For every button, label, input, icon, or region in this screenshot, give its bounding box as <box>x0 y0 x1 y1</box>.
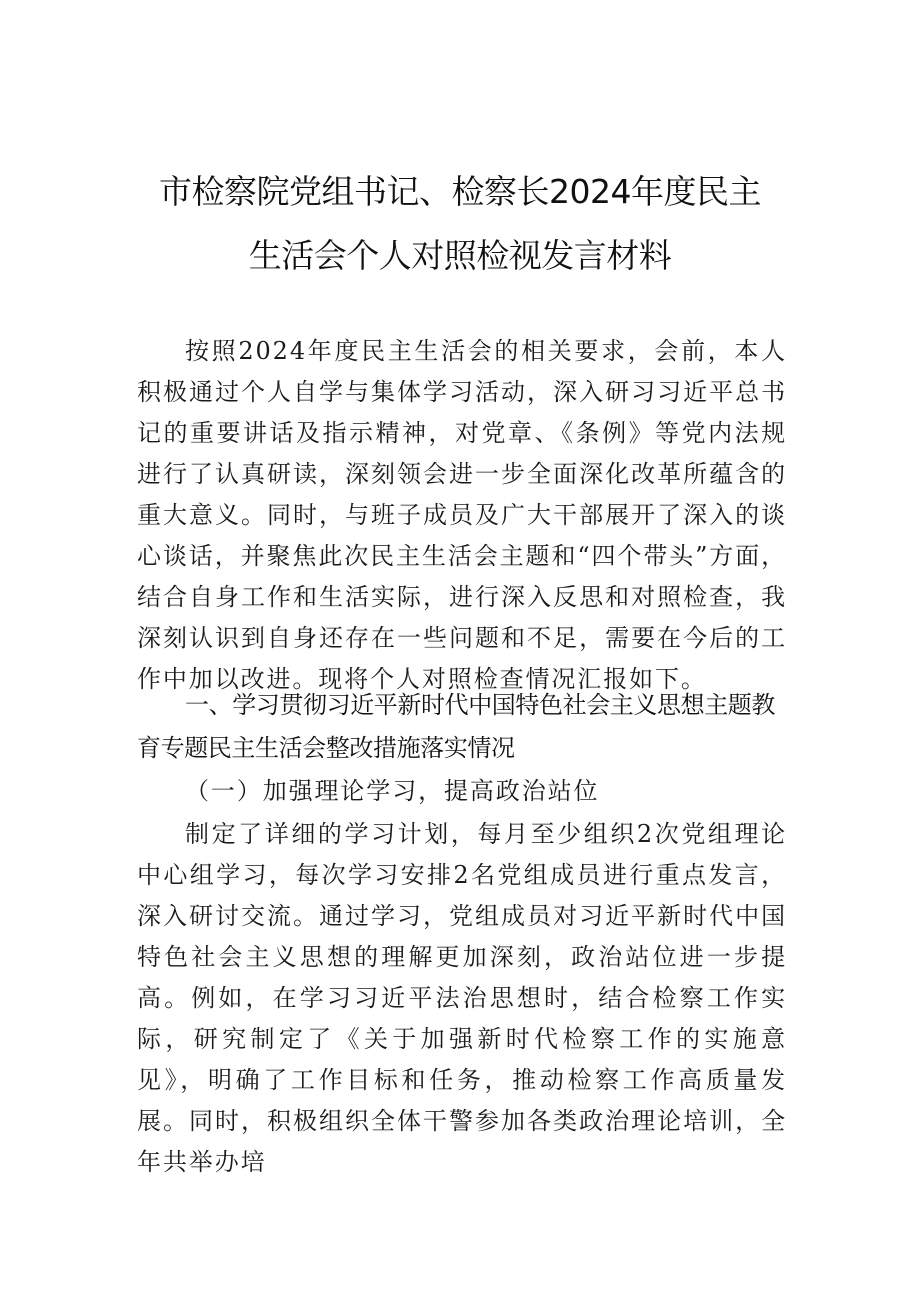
subsection1-paragraph: 制定了详细的学习计划，每月至少组织2次党组理论中心组学习，每次学习安排2名党组成员进行重点发言，深入研讨交流。通过学习，党组成员对习近平新时代中国特色社会主义思想的理解更加深刻，政治站位进一步提高。例如，在学习习近平法治思想时，结合检察工作实际，研究制定了《关于加强新时代检察工作的实施意见》，明确了工作目标和任务，推动检察工作高质量发展。同时，积极组织全体干警参加各类政治理论培训，全年共举办培 <box>137 820 787 1176</box>
intro-paragraph: 按照2024年度民主生活会的相关要求，会前，本人积极通过个人自学与集体学习活动，深入研习习近平总书记的重要讲话及指示精神，对党章、《条例》等党内法规进行了认真研读，深刻领会进一步全面深化改革所蕴含的重大意义。同时，与班子成员及广大干部展开了深入的谈心谈话，并聚焦此次民主生活会主题和“四个带头”方面，结合自身工作和生活实际，进行深入反思和对照检查，我深刻认识到自身还存在一些问题和不足，需要在今后的工作中加以改进。现将个人对照检查情况汇报如下。 <box>137 337 787 693</box>
section1-heading: 一、学习贯彻习近平新时代中国特色社会主义思想主题教育专题民主生活会整改措施落实情况 <box>137 691 775 762</box>
document-title-line1: 市检察院党组书记、检察长2024年度民主 <box>159 172 761 211</box>
document-title-line2: 生活会个人对照检视发言材料 <box>248 236 672 275</box>
subsection1-heading: （一）加强理论学习，提高政治站位 <box>185 777 600 805</box>
